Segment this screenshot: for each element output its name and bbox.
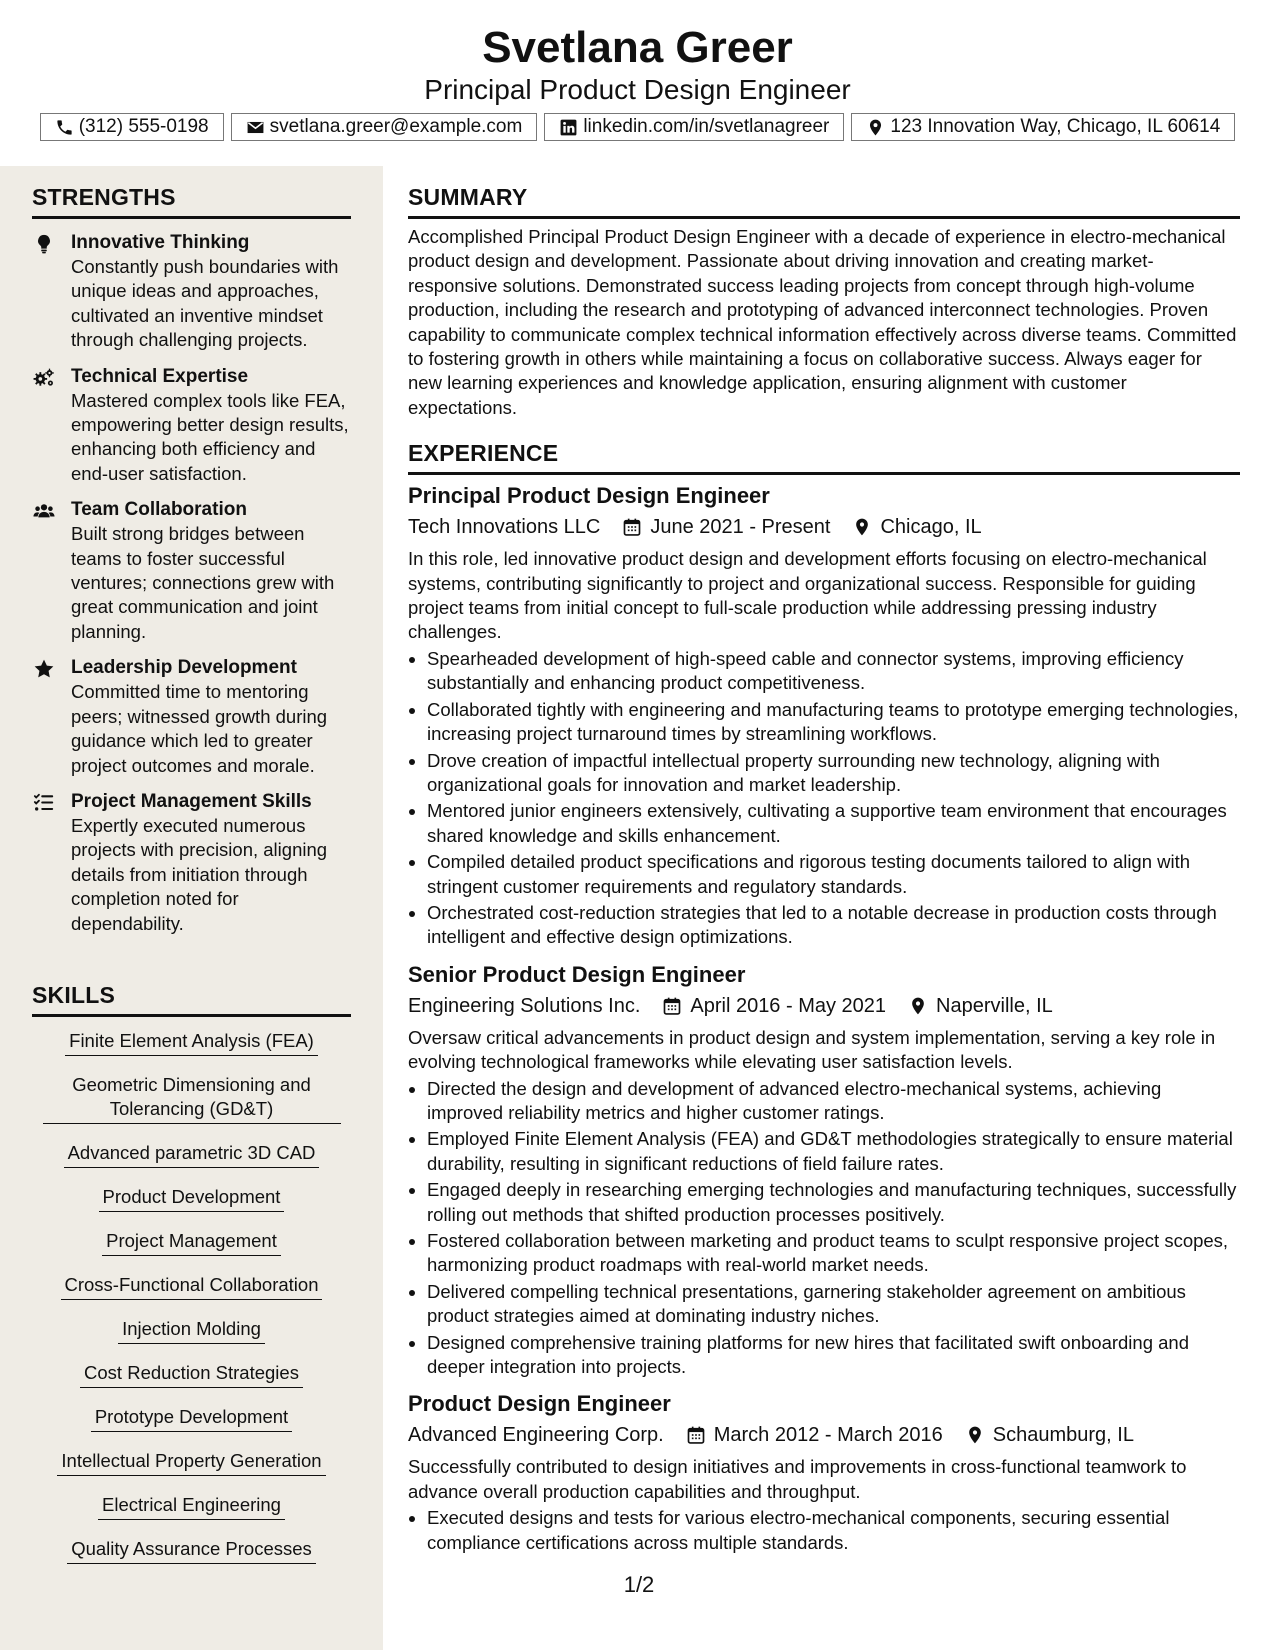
list-item: • Drove creation of impactful intellectual property surrounding new technology, aligning with organizational goals for innovation and market leadership. xyxy=(427,749,1240,798)
gears-icon xyxy=(32,367,56,389)
skill-label: Product Development xyxy=(99,1185,285,1212)
contact-phone-text: (312) 555-0198 xyxy=(78,116,209,137)
list-item: • Spearheaded development of high-speed cable and connector systems, improving efficiency substantially and enhancing product competitiveness. xyxy=(427,647,1240,696)
skill-item xyxy=(32,1493,351,1520)
list-item: • Designed comprehensive training platforms for new hires that facilitated swift onboarding and deeper integration into projects. xyxy=(427,1331,1240,1380)
skill-label: Quality Assurance Processes xyxy=(67,1537,316,1564)
strength-description: Built strong bridges between teams to foster successful ventures; connections grew with great communication and joint planning. xyxy=(71,523,335,642)
skills-section xyxy=(32,980,351,1581)
job-dates: March 2012 - March 2016 xyxy=(713,1424,943,1447)
strength-item xyxy=(32,365,351,487)
job-bullets xyxy=(408,1506,1240,1555)
contact-bar xyxy=(0,113,1275,141)
company-name: Engineering Solutions Inc. xyxy=(408,994,641,1017)
summary-heading: SUMMARY xyxy=(408,184,528,210)
sidebar xyxy=(0,166,383,1650)
calendar-icon xyxy=(662,996,682,1016)
skill-item xyxy=(32,1185,351,1212)
list-item: • Executed designs and tests for various electro-mechanical components, securing essential compliance certifications across multiple standards. xyxy=(427,1506,1240,1555)
skill-item xyxy=(32,1273,351,1300)
company-name: Tech Innovations LLC xyxy=(408,516,601,539)
strength-title: Project Management Skills xyxy=(71,790,312,812)
experience-section xyxy=(408,438,1240,1555)
star-icon xyxy=(32,658,56,680)
job-title: Principal Product Design Engineer xyxy=(408,483,770,509)
contact-email-text: svetlana.greer@example.com xyxy=(269,116,523,137)
candidate-name: Svetlana Greer xyxy=(482,23,793,72)
strength-description: Committed time to mentoring peers; witnessed growth during guidance which led to greater project outcomes and morale. xyxy=(71,681,328,776)
contact-phone[interactable] xyxy=(40,113,224,141)
strengths-section xyxy=(32,182,351,936)
list-item: • Mentored junior engineers extensively, cultivating a supportive team environment that encourages shared knowledge and skills enhancement. xyxy=(427,799,1240,848)
summary-divider xyxy=(408,216,1240,219)
job-summary: Oversaw critical advancements in product design and system implementation, serving a key role in evolving technological frameworks while elevating user satisfaction levels. xyxy=(408,1026,1216,1073)
job-meta xyxy=(408,992,1240,1020)
summary-text: Accomplished Principal Product Design Engineer with a decade of experience in electro-mechanical product design and development. Passionate about driving innovation and creating market-responsive solutions. Demonstrated success leading projects from concept through high-volume production, including the research and prototyping of advanced interconnect technologies. Proven capability to communicate complex technical information effectively across diverse teams. Committed to fostering growth in others while maintaining a focus on collaborative success. Always eager for new learning experiences and knowledge application, ensuring alignment with customer expectations. xyxy=(408,226,1237,418)
list-item: • Delivered compelling technical presentations, garnering stakeholder agreement on ambitious product strategies aimed at dominating industry niches. xyxy=(427,1280,1240,1329)
skill-item xyxy=(32,1073,351,1124)
calendar-icon xyxy=(622,517,642,537)
job-entry xyxy=(408,481,1240,950)
skill-item xyxy=(32,1317,351,1344)
job-location: Chicago, IL xyxy=(880,516,982,539)
contact-address xyxy=(851,113,1235,141)
skill-label: Project Management xyxy=(102,1229,281,1256)
skill-label: Prototype Development xyxy=(91,1405,292,1432)
skill-item xyxy=(32,1361,351,1388)
job-location: Naperville, IL xyxy=(936,994,1053,1017)
experience-divider xyxy=(408,472,1240,475)
job-entry xyxy=(408,960,1240,1380)
strength-title: Technical Expertise xyxy=(71,365,249,387)
job-entry xyxy=(408,1389,1240,1555)
skill-item xyxy=(32,1449,351,1476)
skill-label: Finite Element Analysis (FEA) xyxy=(65,1029,318,1056)
skill-label: Injection Molding xyxy=(118,1317,265,1344)
job-meta xyxy=(408,513,1240,541)
map-pin-icon xyxy=(852,517,872,537)
skill-label: Intellectual Property Generation xyxy=(57,1449,325,1476)
job-dates: April 2016 - May 2021 xyxy=(690,994,887,1017)
skill-item xyxy=(32,1229,351,1256)
job-dates: June 2021 - Present xyxy=(650,516,831,539)
phone-icon xyxy=(55,118,74,137)
page-number: 1/2 xyxy=(623,1572,655,1597)
list-item: • Fostered collaboration between marketing and product teams to sculpt responsive project scopes, harmonizing product roadmaps with real-world market needs. xyxy=(427,1229,1240,1278)
map-pin-icon xyxy=(908,996,928,1016)
skills-divider xyxy=(32,1014,351,1017)
strength-item xyxy=(32,231,351,353)
job-meta xyxy=(408,1421,1240,1449)
map-pin-icon xyxy=(866,118,885,137)
job-title: Senior Product Design Engineer xyxy=(408,961,746,987)
skill-label: Geometric Dimensioning and Tolerancing (GD&T) xyxy=(43,1073,341,1124)
skill-item xyxy=(32,1405,351,1432)
skill-label: Cost Reduction Strategies xyxy=(80,1361,303,1388)
company-name: Advanced Engineering Corp. xyxy=(408,1424,664,1447)
skill-label: Cross-Functional Collaboration xyxy=(61,1273,323,1300)
strength-title: Leadership Development xyxy=(71,657,297,679)
list-item: • Compiled detailed product specifications and rigorous testing documents tailored to align with stringent customer requirements and regulatory standards. xyxy=(427,850,1240,899)
skill-item xyxy=(32,1141,351,1168)
contact-address-text: 123 Innovation Way, Chicago, IL 60614 xyxy=(890,116,1221,137)
list-item: • Orchestrated cost-reduction strategies that led to a notable decrease in production costs through intelligent and effective design optimizations. xyxy=(427,901,1240,950)
candidate-title: Principal Product Design Engineer xyxy=(424,74,851,105)
strength-description: Mastered complex tools like FEA, empowering better design results, enhancing both efficiency and end-user satisfaction. xyxy=(71,389,349,484)
strength-item xyxy=(32,790,351,936)
resume-header xyxy=(0,0,1275,166)
users-icon xyxy=(32,500,56,522)
list-item: • Collaborated tightly with engineering and manufacturing teams to prototype emerging technologies, increasing project turnaround times by streamlining workflows. xyxy=(427,698,1240,747)
job-summary: In this role, led innovative product design and development efforts focusing on electro-mechanical systems, contributing significantly to project and organizational success. Responsible for guiding project teams from initial concept to full-scale production while addressing pressing industry challenges. xyxy=(408,548,1207,643)
list-item: • Employed Finite Element Analysis (FEA) and GD&T methodologies strategically to ensure material durability, resulting in significant reductions of field failure rates. xyxy=(427,1127,1240,1176)
contact-linkedin-text: linkedin.com/in/svetlanagreer xyxy=(583,116,830,137)
summary-section xyxy=(408,182,1240,420)
job-summary: Successfully contributed to design initiatives and improvements in cross-functional teamwork to advance overall production capabilities and throughput. xyxy=(408,1456,1187,1502)
skills-heading: SKILLS xyxy=(32,982,115,1008)
contact-linkedin[interactable] xyxy=(544,113,844,141)
job-location: Schaumburg, IL xyxy=(992,1424,1134,1447)
job-bullets xyxy=(408,1077,1240,1380)
contact-email[interactable] xyxy=(231,113,538,141)
envelope-icon xyxy=(246,118,265,137)
list-item: • Directed the design and development of advanced electro-mechanical systems, achieving improved reliability metrics and higher customer ratings. xyxy=(427,1077,1240,1126)
job-title: Product Design Engineer xyxy=(408,1391,671,1417)
list-check-icon xyxy=(32,792,56,814)
strength-title: Innovative Thinking xyxy=(71,232,250,253)
skill-item xyxy=(32,1029,351,1056)
lightbulb-icon xyxy=(32,233,56,255)
skill-list xyxy=(32,1029,351,1564)
strength-description: Expertly executed numerous projects with precision, aligning details from initiation through completion noted for dependability. xyxy=(71,814,328,934)
skill-label: Electrical Engineering xyxy=(98,1493,285,1520)
main-content xyxy=(408,166,1240,1557)
strength-description: Constantly push boundaries with unique ideas and approaches, cultivated an inventive mindset through challenging projects. xyxy=(71,256,339,351)
strength-item xyxy=(32,498,351,644)
strength-title: Team Collaboration xyxy=(71,499,247,521)
skill-item xyxy=(32,1537,351,1564)
skill-label: Advanced parametric 3D CAD xyxy=(64,1141,320,1168)
linkedin-icon xyxy=(559,118,578,137)
strengths-heading: STRENGTHS xyxy=(32,184,176,210)
strength-item xyxy=(32,656,351,778)
map-pin-icon xyxy=(965,1425,985,1445)
calendar-icon xyxy=(686,1425,706,1445)
job-bullets xyxy=(408,647,1240,950)
experience-heading: EXPERIENCE xyxy=(408,440,559,467)
list-item: • Engaged deeply in researching emerging technologies and manufacturing techniques, successfully rolling out methods that shifted production processes positively. xyxy=(427,1178,1240,1227)
strengths-divider xyxy=(32,216,351,219)
